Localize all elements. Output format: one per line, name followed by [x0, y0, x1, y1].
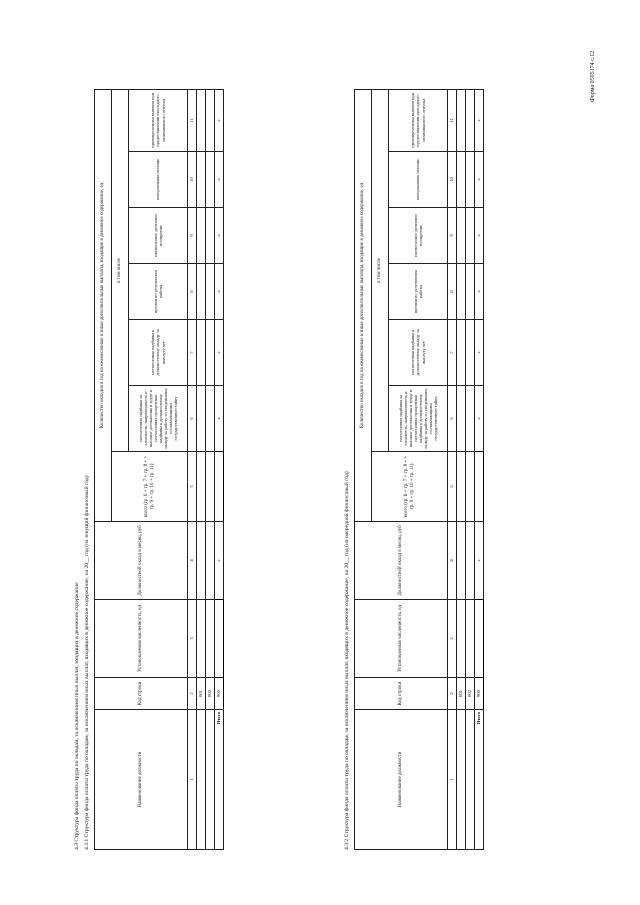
col-number: 11 — [448, 89, 457, 151]
col-number: 6 — [448, 386, 457, 452]
cell[interactable] — [457, 152, 466, 208]
col-number: 10 — [448, 152, 457, 208]
cell: x — [475, 89, 484, 151]
itogo-label: Итого — [215, 710, 224, 850]
cell[interactable] — [206, 320, 215, 386]
table-1 — [94, 89, 224, 850]
cell-code: 900 — [475, 678, 484, 710]
header-name: Наименование должности — [95, 710, 188, 850]
col-number: 3 — [188, 600, 197, 678]
header-c11: единовременная выплата при предоставлении ежегодного оплачиваемого отпуска — [389, 89, 448, 151]
header-salary: Должностной оклад в месяц, руб — [355, 522, 448, 600]
cell: x — [475, 522, 484, 600]
table-row — [457, 89, 466, 849]
table-2 — [354, 89, 484, 850]
cell: x — [475, 320, 484, 386]
cell[interactable] — [197, 264, 206, 320]
header-group: Количество окладов в год на ежемесячные и иные дополнительные выплаты, входящие в денежное содержание, ед — [355, 89, 372, 521]
col-number: 9 — [448, 208, 457, 264]
col-number: 7 — [448, 320, 457, 386]
header-salary: Должностной оклад в месяц, руб — [95, 522, 188, 600]
header-code: Код строки — [95, 678, 188, 710]
form-number: Форма 0505174 с.12 — [590, 50, 596, 102]
col-number: 11 — [188, 89, 197, 151]
col-number: 6 — [188, 386, 197, 452]
header-in-that: в том числе — [372, 89, 389, 451]
header-name: Наименование должности — [355, 710, 448, 850]
cell: x — [475, 208, 484, 264]
table-total-row — [215, 89, 224, 849]
cell[interactable] — [206, 452, 215, 522]
header-c8: премии по результатам работы — [129, 264, 188, 320]
cell[interactable] — [475, 600, 484, 678]
cell[interactable] — [206, 600, 215, 678]
cell[interactable] — [206, 89, 215, 151]
table-row — [197, 89, 206, 849]
column-numbers-row — [188, 89, 197, 849]
cell[interactable] — [466, 89, 475, 151]
cell-code: 002 — [206, 678, 215, 710]
col-number: 1 — [188, 710, 197, 850]
cell[interactable] — [466, 152, 475, 208]
col-number: 7 — [188, 320, 197, 386]
cell[interactable] — [457, 600, 466, 678]
col-number: 1 — [448, 710, 457, 850]
col-number: 10 — [188, 152, 197, 208]
col-number: 9 — [188, 208, 197, 264]
header-c8: премии по результатам работы — [389, 264, 448, 320]
cell: x — [215, 522, 224, 600]
cell: x — [215, 89, 224, 151]
cell: x — [475, 264, 484, 320]
cell[interactable] — [457, 452, 466, 522]
cell: x — [215, 208, 224, 264]
cell[interactable] — [457, 320, 466, 386]
cell[interactable] — [197, 208, 206, 264]
header-total: всего (гр. 6 + гр. 7 + гр. 8 + + гр. 9 + гр. 10 + гр. 11) — [112, 452, 188, 522]
cell-code: 900 — [215, 678, 224, 710]
col-number: 2 — [448, 678, 457, 710]
header-group: Количество окладов в год на ежемесячные и иные дополнительные выплаты, входящие в денежное содержание, ед — [95, 89, 112, 521]
cell[interactable] — [457, 208, 466, 264]
cell[interactable] — [197, 522, 206, 600]
col-number: 4 — [188, 522, 197, 600]
cell: x — [475, 152, 484, 208]
cell-code: 001 — [197, 678, 206, 710]
cell[interactable] — [197, 386, 206, 452]
cell[interactable] — [206, 264, 215, 320]
cell[interactable] — [206, 386, 215, 452]
table-1-caption: 4.3.1 Структура фонда оплаты труда по окладам, за исключением иных выплат, входящих в денежное содержание, на 20__ год (на текущий финансовый год) — [84, 475, 90, 850]
cell: x — [475, 386, 484, 452]
header-c10: материальная помощь — [129, 152, 188, 208]
cell[interactable] — [466, 452, 475, 522]
cell-code: 001 — [457, 678, 466, 710]
cell[interactable] — [197, 600, 206, 678]
col-number: 8 — [448, 264, 457, 320]
table-row — [466, 89, 475, 849]
col-number: 3 — [448, 600, 457, 678]
header-c10: материальная помощь — [389, 152, 448, 208]
cell[interactable] — [466, 320, 475, 386]
cell[interactable] — [466, 264, 475, 320]
header-c6: ежемесячная надбавка за сложность, напряженность и высокие достижения в труде и ежемесячная процентная надбавка к должностному окладу за работу со сведениями, составляющими государственную тайну — [389, 386, 448, 452]
cell[interactable] — [457, 386, 466, 452]
cell-code: 002 — [466, 678, 475, 710]
header-total: всего (гр. 6 + гр. 7 + гр. 8 + + гр. 9 + гр. 10 + гр. 11) — [372, 452, 448, 522]
cell: x — [215, 264, 224, 320]
cell[interactable] — [457, 522, 466, 600]
cell-name[interactable] — [466, 710, 475, 850]
table-total-row — [475, 89, 484, 849]
header-staff: Установленная численность, ед — [355, 600, 448, 678]
col-number: 5 — [448, 452, 457, 522]
header-code: Код строки — [355, 678, 448, 710]
itogo-label: Итого — [475, 710, 484, 850]
cell[interactable] — [466, 600, 475, 678]
cell[interactable] — [206, 152, 215, 208]
cell[interactable] — [466, 208, 475, 264]
cell[interactable] — [197, 452, 206, 522]
col-number: 4 — [448, 522, 457, 600]
cell[interactable] — [197, 89, 206, 151]
cell[interactable] — [215, 452, 224, 522]
header-c7: ежемесячная надбавка к должностному окладу за выслугу лет — [389, 320, 448, 386]
cell: x — [215, 386, 224, 452]
col-number: 2 — [188, 678, 197, 710]
cell[interactable] — [475, 452, 484, 522]
cell[interactable] — [197, 152, 206, 208]
col-number: 5 — [188, 452, 197, 522]
cell-name[interactable] — [206, 710, 215, 850]
header-in-that: в том числе — [112, 89, 129, 451]
cell-name[interactable] — [197, 710, 206, 850]
column-numbers-row — [448, 89, 457, 849]
cell[interactable] — [206, 208, 215, 264]
header-c7: ежемесячная надбавка к должностному окладу за выслугу лет — [129, 320, 188, 386]
cell[interactable] — [197, 320, 206, 386]
header-c9: ежемесячное денежное поощрение — [129, 208, 188, 264]
cell: x — [215, 320, 224, 386]
cell[interactable] — [466, 522, 475, 600]
cell[interactable] — [457, 264, 466, 320]
cell[interactable] — [215, 600, 224, 678]
col-number: 8 — [188, 264, 197, 320]
header-c6: ежемесячная надбавка за сложность, напряженность и высокие достижения в труде и ежемесячная процентная надбавка к должностному окладу за работу со сведениями, составляющими государственную тайну — [129, 386, 188, 452]
cell-name[interactable] — [457, 710, 466, 850]
cell: x — [215, 152, 224, 208]
table-row — [206, 89, 215, 849]
rotated-form — [70, 40, 600, 850]
section-title: 4.3 Структура фонда оплаты труда по окладам, за исключением иных выплат, входящих в денежное содержание — [74, 582, 80, 850]
header-staff: Установленная численность, ед — [95, 600, 188, 678]
header-c11: единовременная выплата при предоставлении ежегодного оплачиваемого отпуска — [129, 89, 188, 151]
cell[interactable] — [457, 89, 466, 151]
header-c9: ежемесячное денежное поощрение — [389, 208, 448, 264]
cell[interactable] — [466, 386, 475, 452]
table-2-caption: 4.3.2 Структура фонда оплаты труда по окладам, за исключением иных выплат, входящих в денежное содержание, на 20__ год (на очередной финансовый год) — [344, 471, 350, 850]
cell[interactable] — [206, 522, 215, 600]
